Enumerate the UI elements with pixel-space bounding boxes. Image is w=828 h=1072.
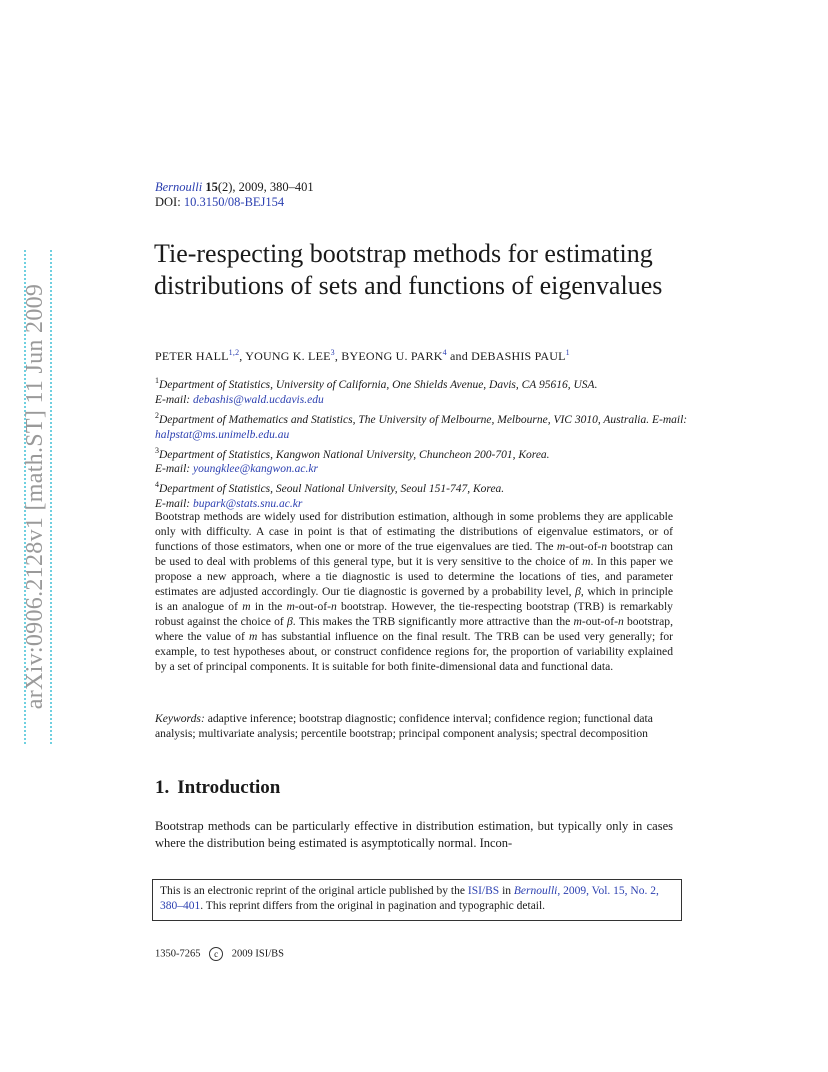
arxiv-stamp-text: arXiv:0906.2128v1 [math.ST] 11 Jun 2009 (22, 283, 49, 709)
email-link[interactable]: bupark@stats.snu.ac.kr (193, 498, 303, 511)
paper-title: Tie-respecting bootstrap methods for estimating distributions of sets and functions of eigenvalues (154, 239, 663, 300)
email-link[interactable]: youngklee@kangwon.ac.kr (193, 463, 318, 476)
author: PETER HALL$^{1,2}$ (155, 348, 240, 363)
section-number: 1. (155, 777, 170, 798)
affiliation-1: $^1$Department of Statistics, University of California, One Shields Avenue, Davis, CA 95616, USA. E-mail: debashis@wald.ucdavis.edu (155, 376, 598, 406)
reprint-note: This is an electronic reprint of the original article published by the ISI/BS in Bernoulli, 2009, Vol. 15, No. 2, 380–401. This reprint differs from the original in pagination and typographic detail. (152, 879, 682, 921)
doi-link[interactable]: 10.3150/08-BEJ154 (183, 195, 285, 209)
journal-issue-pages: (2), 2009, 380–401 (217, 180, 314, 194)
keywords-label: Keywords: (155, 712, 205, 725)
abstract: Bootstrap methods are widely used for distribution estimation, although in some problems they are applicable only with difficulty. A case in point is that of estimating the distributions of eigenvalue estimators, or of functions of those estimators, when one or more of the true eigenvalues are tied. The m-out-of-n bootstrap can be used to deal with problems of this general type, but it is very sensitive to the choice of m. In this paper we propose a new approach, where a tie diagnostic is used to determine the locations of ties, and parameter estimates are adjusted accordingly. Our tie diagnostic is governed by a probability level, β, which in principle is an analogue of m in the m-out-of-n bootstrap. However, the tie-respecting bootstrap (TRB) is remarkably robust against the choice of β. This makes the TRB significantly more attractive than the m-out-of-n bootstrap, where the value of m has substantial influence on the final result. The TRB can be used very generally; for example, to test hypotheses about, or construct confidence regions for, the proportion of variability explained by a set of principal components. It is suitable for both finite-dimensional data and functional data. (155, 510, 674, 673)
section-title: Introduction (177, 777, 281, 798)
email-link[interactable]: halpstat@ms.unimelb.edu.au (155, 428, 290, 441)
issn: 1350-7265 (155, 948, 201, 960)
copyright-icon: c (209, 947, 223, 961)
author: BYEONG U. PARK$^4$ (341, 348, 447, 363)
copyright-text: 2009 ISI/BS (231, 948, 284, 960)
affiliation-4: $^4$Department of Statistics, Seoul National University, Seoul 151-747, Korea. E-mail: bupark@stats.snu.ac.kr (155, 480, 505, 511)
affiliations (155, 373, 695, 512)
author: YOUNG K. LEE$^3$ (245, 348, 335, 363)
journal-volume: 15 (205, 180, 218, 194)
keywords (155, 711, 673, 741)
publisher-link[interactable]: ISI/BS (467, 885, 500, 897)
intro-paragraph: Bootstrap methods can be particularly effective in distribution estimation, but typically only in cases where the distribution being estimated is asymptotically normal. Incon- (155, 819, 673, 850)
affiliation-2: $^2$Department of Mathematics and Statistics, The University of Melbourne, Melbourne, VIC 3010, Australia. E-mail: halpstat@ms.unimelb.edu.au (155, 410, 688, 441)
journal-link[interactable]: Bernoulli (155, 180, 203, 194)
author-list: PETER HALL$^{1,2}$, YOUNG K. LEE$^3$, BYEONG U. PARK$^4$ and DEBASHIS PAUL$^1$ (155, 348, 570, 363)
footer (155, 947, 284, 961)
author: DEBASHIS PAUL$^1$ (471, 348, 570, 363)
affiliation-3: $^3$Department of Statistics, Kangwon National University, Chuncheon 200-701, Korea. E-mail: youngklee@kangwon.ac.kr (155, 445, 550, 476)
keywords-text: adaptive inference; bootstrap diagnostic; confidence interval; confidence region; functional data analysis; multivariate analysis; percentile bootstrap; principal component analysis; spectral decomposition (155, 712, 653, 740)
email-link[interactable]: debashis@wald.ucdavis.edu (193, 393, 324, 406)
journal-citation (155, 180, 314, 195)
section-heading (155, 777, 280, 799)
doi-label: DOI: (155, 195, 181, 209)
article-link[interactable]: Bernoulli, 2009, Vol. 15, No. 2, 380–401 (160, 885, 659, 912)
doi-line (155, 195, 284, 210)
arxiv-stamp[interactable] (16, 248, 56, 744)
